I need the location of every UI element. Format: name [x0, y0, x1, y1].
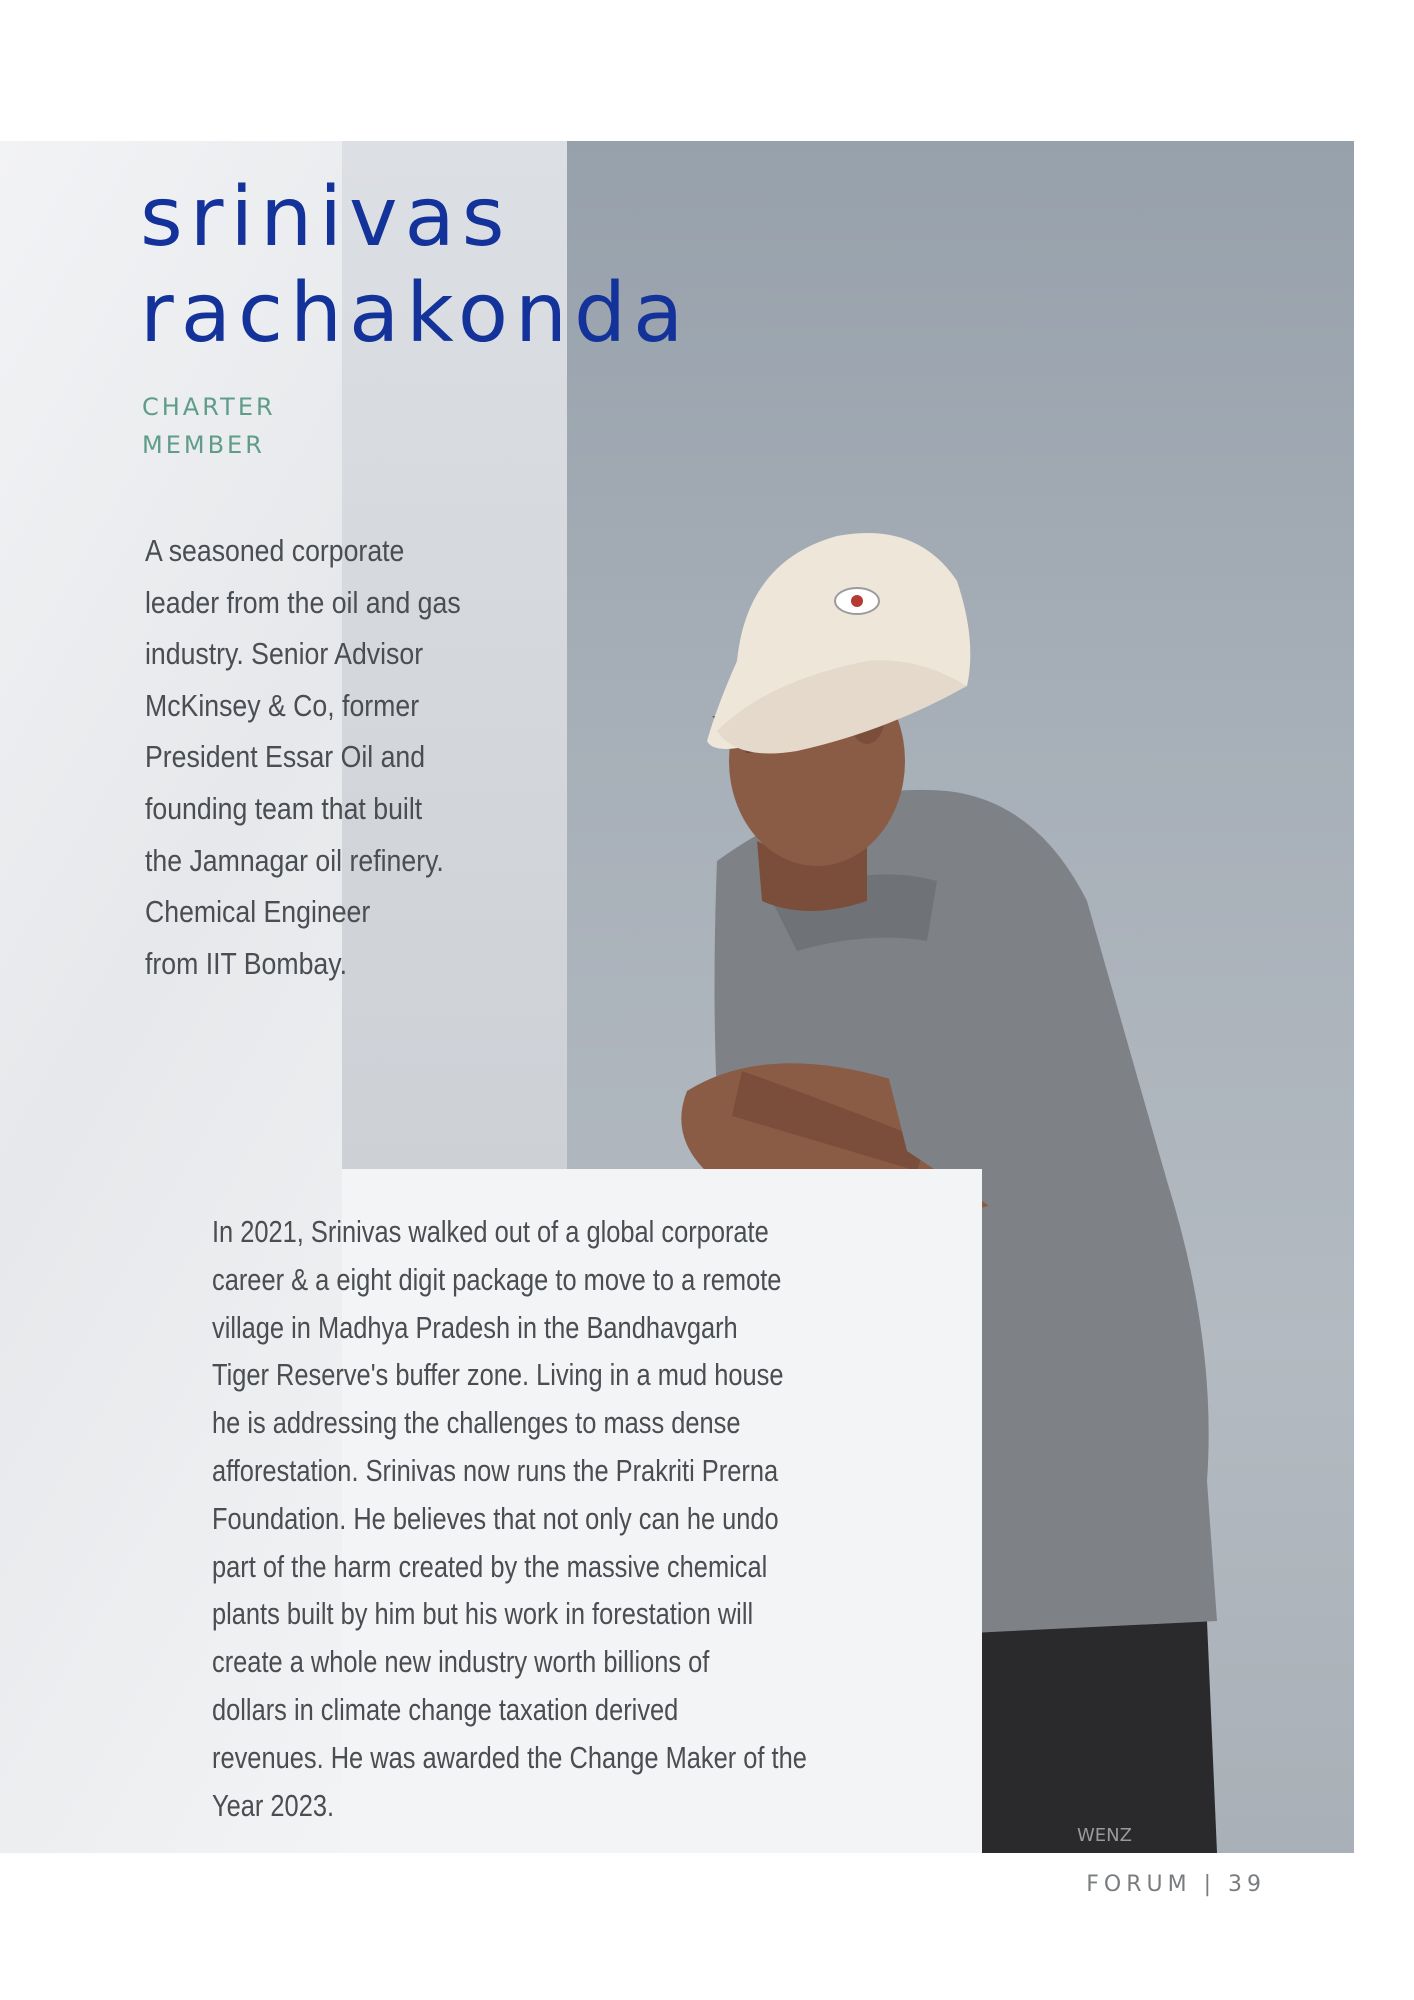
- bio-line: President Essar Oil and: [145, 739, 426, 775]
- story-line: career & a eight digit package to move to a remote: [212, 1261, 782, 1297]
- bio-paragraph: [145, 525, 489, 989]
- bio-line: the Jamnagar oil refinery.: [145, 842, 444, 878]
- bio-line: from IIT Bombay.: [145, 945, 347, 981]
- bio-line: Chemical Engineer: [145, 894, 371, 930]
- bio-line: A seasoned corporate: [145, 533, 405, 568]
- member-role: [142, 388, 276, 464]
- story-line: he is addressing the challenges to mass dense: [212, 1405, 741, 1441]
- bio-line: founding team that built: [145, 790, 423, 826]
- story-line: afforestation. Srinivas now runs the Prakriti Prerna: [212, 1452, 779, 1488]
- story-line: revenues. He was awarded the Change Maker of the: [212, 1739, 807, 1775]
- story-line: dollars in climate change taxation derived: [212, 1691, 679, 1727]
- story-line: Year 2023.: [212, 1787, 335, 1823]
- bio-line: leader from the oil and gas: [145, 584, 461, 620]
- page-number: 39: [1228, 1872, 1266, 1897]
- story-line: In 2021, Srinivas walked out of a global corporate: [212, 1214, 769, 1249]
- story-paragraph: [212, 1208, 819, 1829]
- story-line: part of the harm created by the massive chemical: [212, 1548, 768, 1584]
- person-name: [140, 170, 690, 362]
- footer-separator: |: [1203, 1872, 1216, 1897]
- name-first: srinivas: [140, 170, 512, 265]
- story-line: village in Madhya Pradesh in the Bandhavgarh: [212, 1309, 738, 1345]
- story-line: Foundation. He believes that not only can he undo: [212, 1500, 779, 1536]
- name-last: rachakonda: [140, 266, 691, 361]
- pants-logo-text: WENZ: [1077, 1825, 1132, 1846]
- bio-line: industry. Senior Advisor: [145, 636, 424, 672]
- story-line: create a whole new industry worth billions of: [212, 1644, 710, 1680]
- page-footer: [1086, 1872, 1266, 1897]
- role-line-2: MEMBER: [142, 431, 265, 459]
- bio-line: McKinsey & Co, former: [145, 687, 420, 723]
- role-line-1: CHARTER: [142, 393, 276, 421]
- story-line: Tiger Reserve's buffer zone. Living in a mud house: [212, 1357, 784, 1393]
- publication-name: FORUM: [1086, 1872, 1192, 1897]
- story-line: plants built by him but his work in forestation will: [212, 1596, 754, 1632]
